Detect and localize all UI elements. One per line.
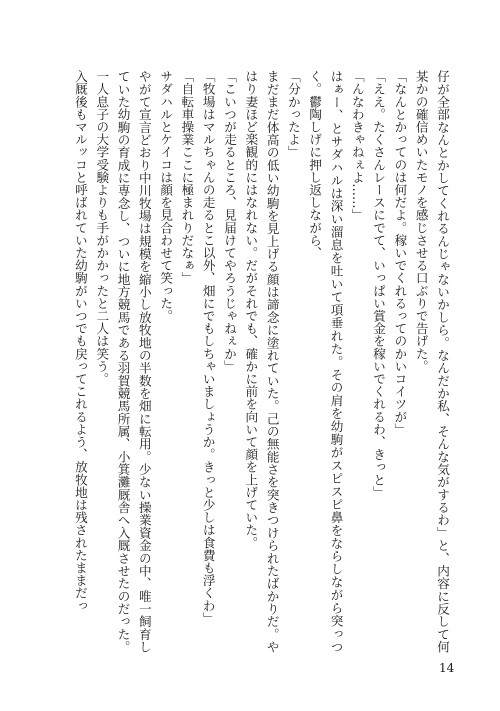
paragraph: 「こいつが走るところ、見届けてやろうじゃねぇか」 — [222, 70, 238, 373]
paragraph: 「分かったよ」 — [285, 70, 301, 159]
paragraph: 「んなわきゃねぇよ……」 — [349, 70, 365, 222]
paragraph: 「牧場はマルちゃんの走るとこ以外、畑にでもしちゃいましょうか。きっと少しは食費も浮くわ」 — [200, 70, 216, 625]
paragraph: まだまだ体高の低い幼駒を見上げる顔は諦念に塗れていた。己の無能さを突きつけられたばかりだ。やはり妻ほど楽観的にはなれない。だがそれでも、確かに前を向いて顔を上げていた。 — [243, 70, 280, 653]
paragraph: 「自転車操業ここに極まれりだなぁ」 — [179, 70, 195, 285]
paragraph: 仔が全部なんとかしてくれるんじゃないかしら。なんだか私、そんな気がするわ」と、内容に反して何某かの確信めいたモノを感じさせる口ぶりで告げた。 — [413, 70, 450, 653]
paragraph: やがて宣言どおり中川牧場は規模を縮小し放牧地の半数を畑に転用。少ない操業資金の中、唯一飼育していた幼駒の育成に専念し、ついに地方競馬である羽賀競馬所属、小箕灘厩舎へ入厩させたのだった。一人息子の大学受験よりも手がかかったと二人は笑う。 — [94, 70, 152, 653]
paragraph: 入厩後もマルッコと呼ばれていた幼駒がいつでも戻ってこれるよう、放牧地は残されたままだっ — [72, 70, 88, 612]
paragraph: 「ええ。たくさんレースにでて、いっぱい賞金を稼いでくれるわ、きっと」 — [371, 70, 387, 499]
paragraph: サダハルとケイコは顔を見合わせて笑った。 — [158, 70, 174, 322]
paragraph: はぁー、とサダハルは深い溜息を吐いて項垂れた。その肩を幼駒がスピスピ鼻をならしながら突っつく。鬱陶しげに押し返しながら、 — [307, 70, 344, 653]
page-number: 14 — [439, 661, 455, 675]
paragraph: 「なんとかってのは何だよ。稼いでくれるってのかいコイツが」 — [392, 70, 408, 436]
body-text — [68, 70, 453, 653]
